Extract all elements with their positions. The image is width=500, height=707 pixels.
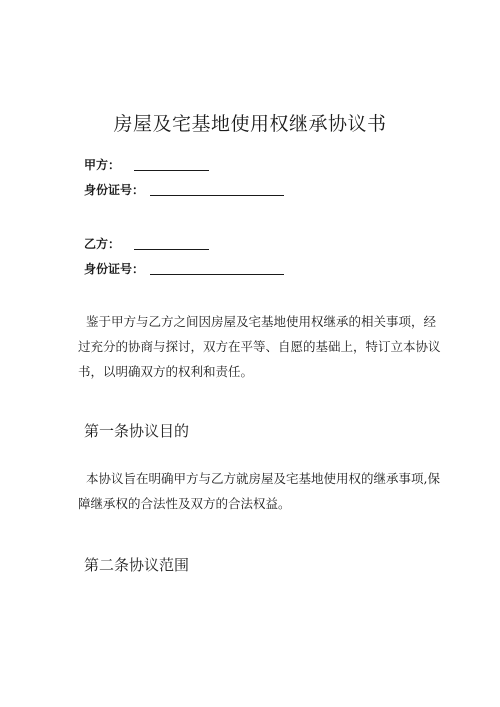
- section-2-heading: 第二条协议范围: [84, 556, 190, 574]
- party-a-field: [84, 155, 209, 175]
- party-a-label: 甲方：: [84, 158, 121, 172]
- intro-paragraph: [78, 309, 456, 384]
- section-1-line-1: 本协议旨在明确甲方与乙方就房屋及宅基地使用权的继承事项,保: [86, 471, 440, 486]
- party-a-blank-line: [134, 155, 209, 171]
- intro-line-1: 鉴于甲方与乙方之间因房屋及宅基地使用权继承的相关事项，经: [86, 314, 437, 329]
- party-b-id-blank-line: [150, 259, 284, 275]
- party-b-field: [84, 234, 209, 254]
- party-b-label: 乙方：: [84, 237, 121, 251]
- intro-line-2: 过充分的协商与探讨，双方在平等、自愿的基础上，特订立本协议: [78, 339, 441, 354]
- party-a-id-blank-line: [150, 180, 284, 196]
- party-a-id-field: [84, 180, 284, 200]
- party-b-id-label: 身份证号：: [84, 262, 145, 276]
- party-a-id-label: 身份证号：: [84, 183, 145, 197]
- party-b-blank-line: [134, 234, 209, 250]
- section-1-paragraph: [78, 466, 456, 516]
- document-title: 房屋及宅基地使用权继承协议书: [113, 112, 387, 135]
- intro-line-3: 书，以明确双方的权利和责任。: [78, 364, 254, 379]
- section-1-line-2: 障继承权的合法性及双方的合法权益。: [78, 496, 291, 511]
- party-b-id-field: [84, 259, 284, 279]
- section-1-heading: 第一条协议目的: [84, 422, 190, 440]
